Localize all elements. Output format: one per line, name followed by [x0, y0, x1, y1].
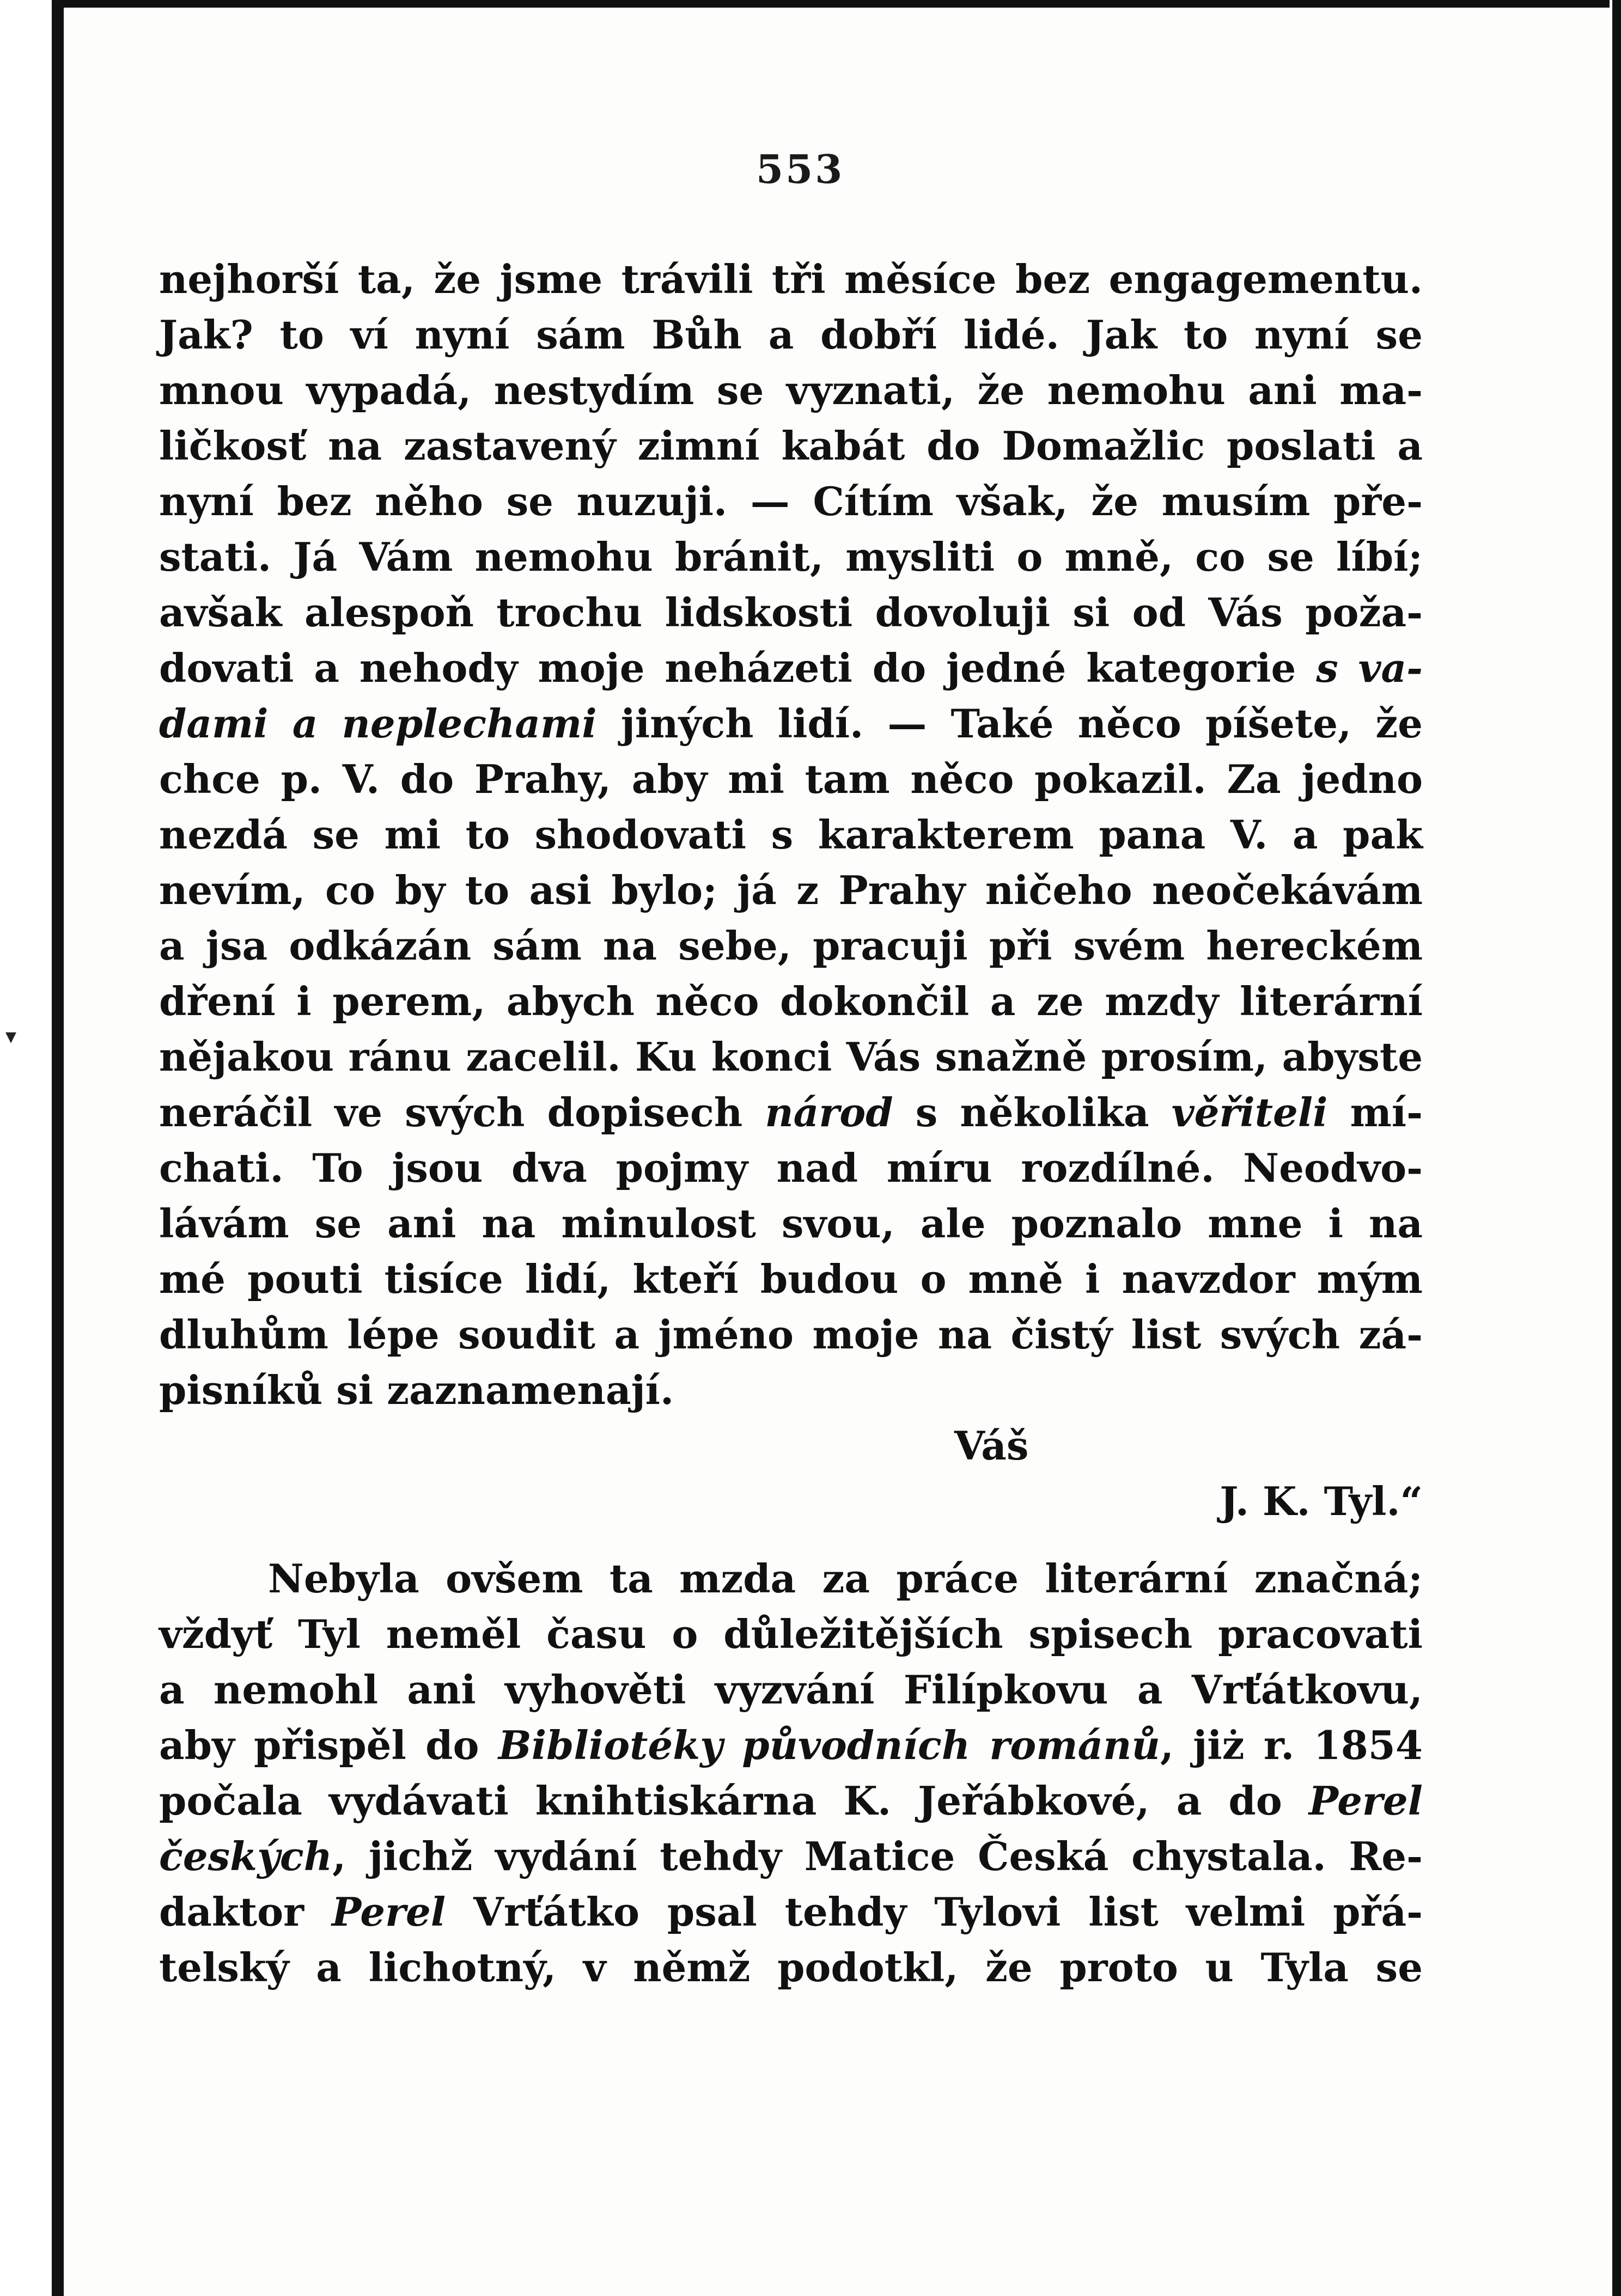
text-line: mnou vypadá, nestydím se vyznati, že nemohu ani ma- [159, 367, 1423, 413]
text-segment: Vrťátko psal tehdy Tylovi list velmi přá- [446, 1889, 1423, 1935]
text-line: chati. To jsou dva pojmy nad míru rozdílné. Neodvo- [159, 1145, 1423, 1191]
top-scan-border [52, 0, 1610, 8]
text-segment: s několika [893, 1089, 1172, 1135]
text-line: Jak? to ví nyní sám Bůh a dobří lidé. Jak to nyní se [159, 312, 1423, 358]
text-line: nejhorší ta, že jsme trávili tři měsíce bez engagementu. [159, 256, 1423, 302]
italic-title: Perel [332, 1889, 446, 1935]
text-line: chce p. V. do Prahy, aby mi tam něco pokazil. Za jedno [159, 756, 1423, 802]
letter-closing: Váš [954, 1422, 1029, 1469]
text-line: nějakou ránu zacelil. Ku konci Vás snažně prosím, abyste [159, 1034, 1423, 1080]
text-line [159, 1718, 1423, 1773]
text-line [159, 640, 1423, 696]
italic-title: Bibliotéky původních románů [498, 1722, 1160, 1768]
page-number: 553 [756, 146, 845, 192]
text-line: dření i perem, abych něco dokončil a ze mzdy literární [159, 978, 1423, 1024]
italic-phrase: národ [765, 1089, 893, 1135]
italic-title: Perel [1308, 1778, 1423, 1824]
text-segment: jiných lidí. — Také něco píšete, že [596, 700, 1423, 747]
italic-phrase: s va- [1316, 645, 1423, 691]
text-line: vždyť Tyl neměl času o důležitějších spisech pracovati [159, 1611, 1423, 1657]
text-block [159, 252, 1423, 1995]
text-line: telský a lichotný, v němž podotkl, že proto u Tyla se [159, 1944, 1423, 1990]
text-line: a jsa odkázán sám na sebe, pracuji při svém hereckém [159, 923, 1423, 969]
text-segment: počala vydávati knihtiskárna K. Jeřábkové, a do [159, 1778, 1309, 1824]
text-segment: , jiż r. 1854 [1160, 1722, 1423, 1768]
text-line [159, 1085, 1423, 1140]
text-segment: neráčil ve svých dopisech [159, 1089, 743, 1135]
left-page-edge [0, 0, 60, 2296]
text-line: a nemohl ani vyhověti vyzvání Filípkovu a Vrťátkovu, [159, 1666, 1423, 1713]
margin-mark: ▾ [5, 1024, 17, 1049]
text-line [159, 1884, 1423, 1940]
text-line: nezdá se mi to shodovati s karakterem pana V. a pak [159, 811, 1423, 858]
text-line: nyní bez něho se nuzuji. — Cítím však, že musím pře- [159, 478, 1423, 524]
text-line: pisníků si zaznamenají. [159, 1367, 674, 1413]
text-line: avšak alespoň trochu lidskosti dovoluji si od Vás poža- [159, 589, 1423, 636]
right-scan-border [1612, 0, 1621, 2296]
text-line: lávám se ani na minulost svou, ale poznalo mne i na [159, 1200, 1423, 1247]
left-scan-border [52, 0, 64, 2296]
text-line [159, 696, 1423, 752]
text-line: stati. Já Vám nemohu bránit, mysliti o mně, co se líbí; [159, 534, 1423, 580]
text-segment: aby přispěl do [159, 1722, 498, 1768]
italic-phrase: dami a neplechami [159, 700, 597, 747]
text-line [159, 1829, 1423, 1884]
text-segment: mí- [1327, 1089, 1423, 1135]
text-line: Nebyla ovšem ta mzda za práce literární značná; [268, 1555, 1423, 1602]
italic-phrase: věřiteli [1171, 1089, 1328, 1135]
text-line: nevím, co by to asi bylo; já z Prahy ničeho neočekávám [159, 867, 1423, 913]
text-segment: dovati a nehody moje neházeti do jedné kategorie [159, 645, 1296, 691]
italic-title: českých [159, 1833, 333, 1879]
letter-signature: J. K. Tyl.“ [1220, 1478, 1423, 1524]
text-line: mé pouti tisíce lidí, kteří budou o mně i navzdor mým [159, 1256, 1423, 1302]
text-segment: daktor [159, 1889, 332, 1935]
text-line: ličkosť na zastavený zimní kabát do Domažlic poslati a [159, 423, 1423, 469]
text-segment: , jichž vydání tehdy Matice Česká chystala. Re- [332, 1833, 1423, 1879]
text-line [159, 1773, 1423, 1829]
text-line: dluhům lépe soudit a jméno moje na čistý list svých zá- [159, 1311, 1423, 1358]
